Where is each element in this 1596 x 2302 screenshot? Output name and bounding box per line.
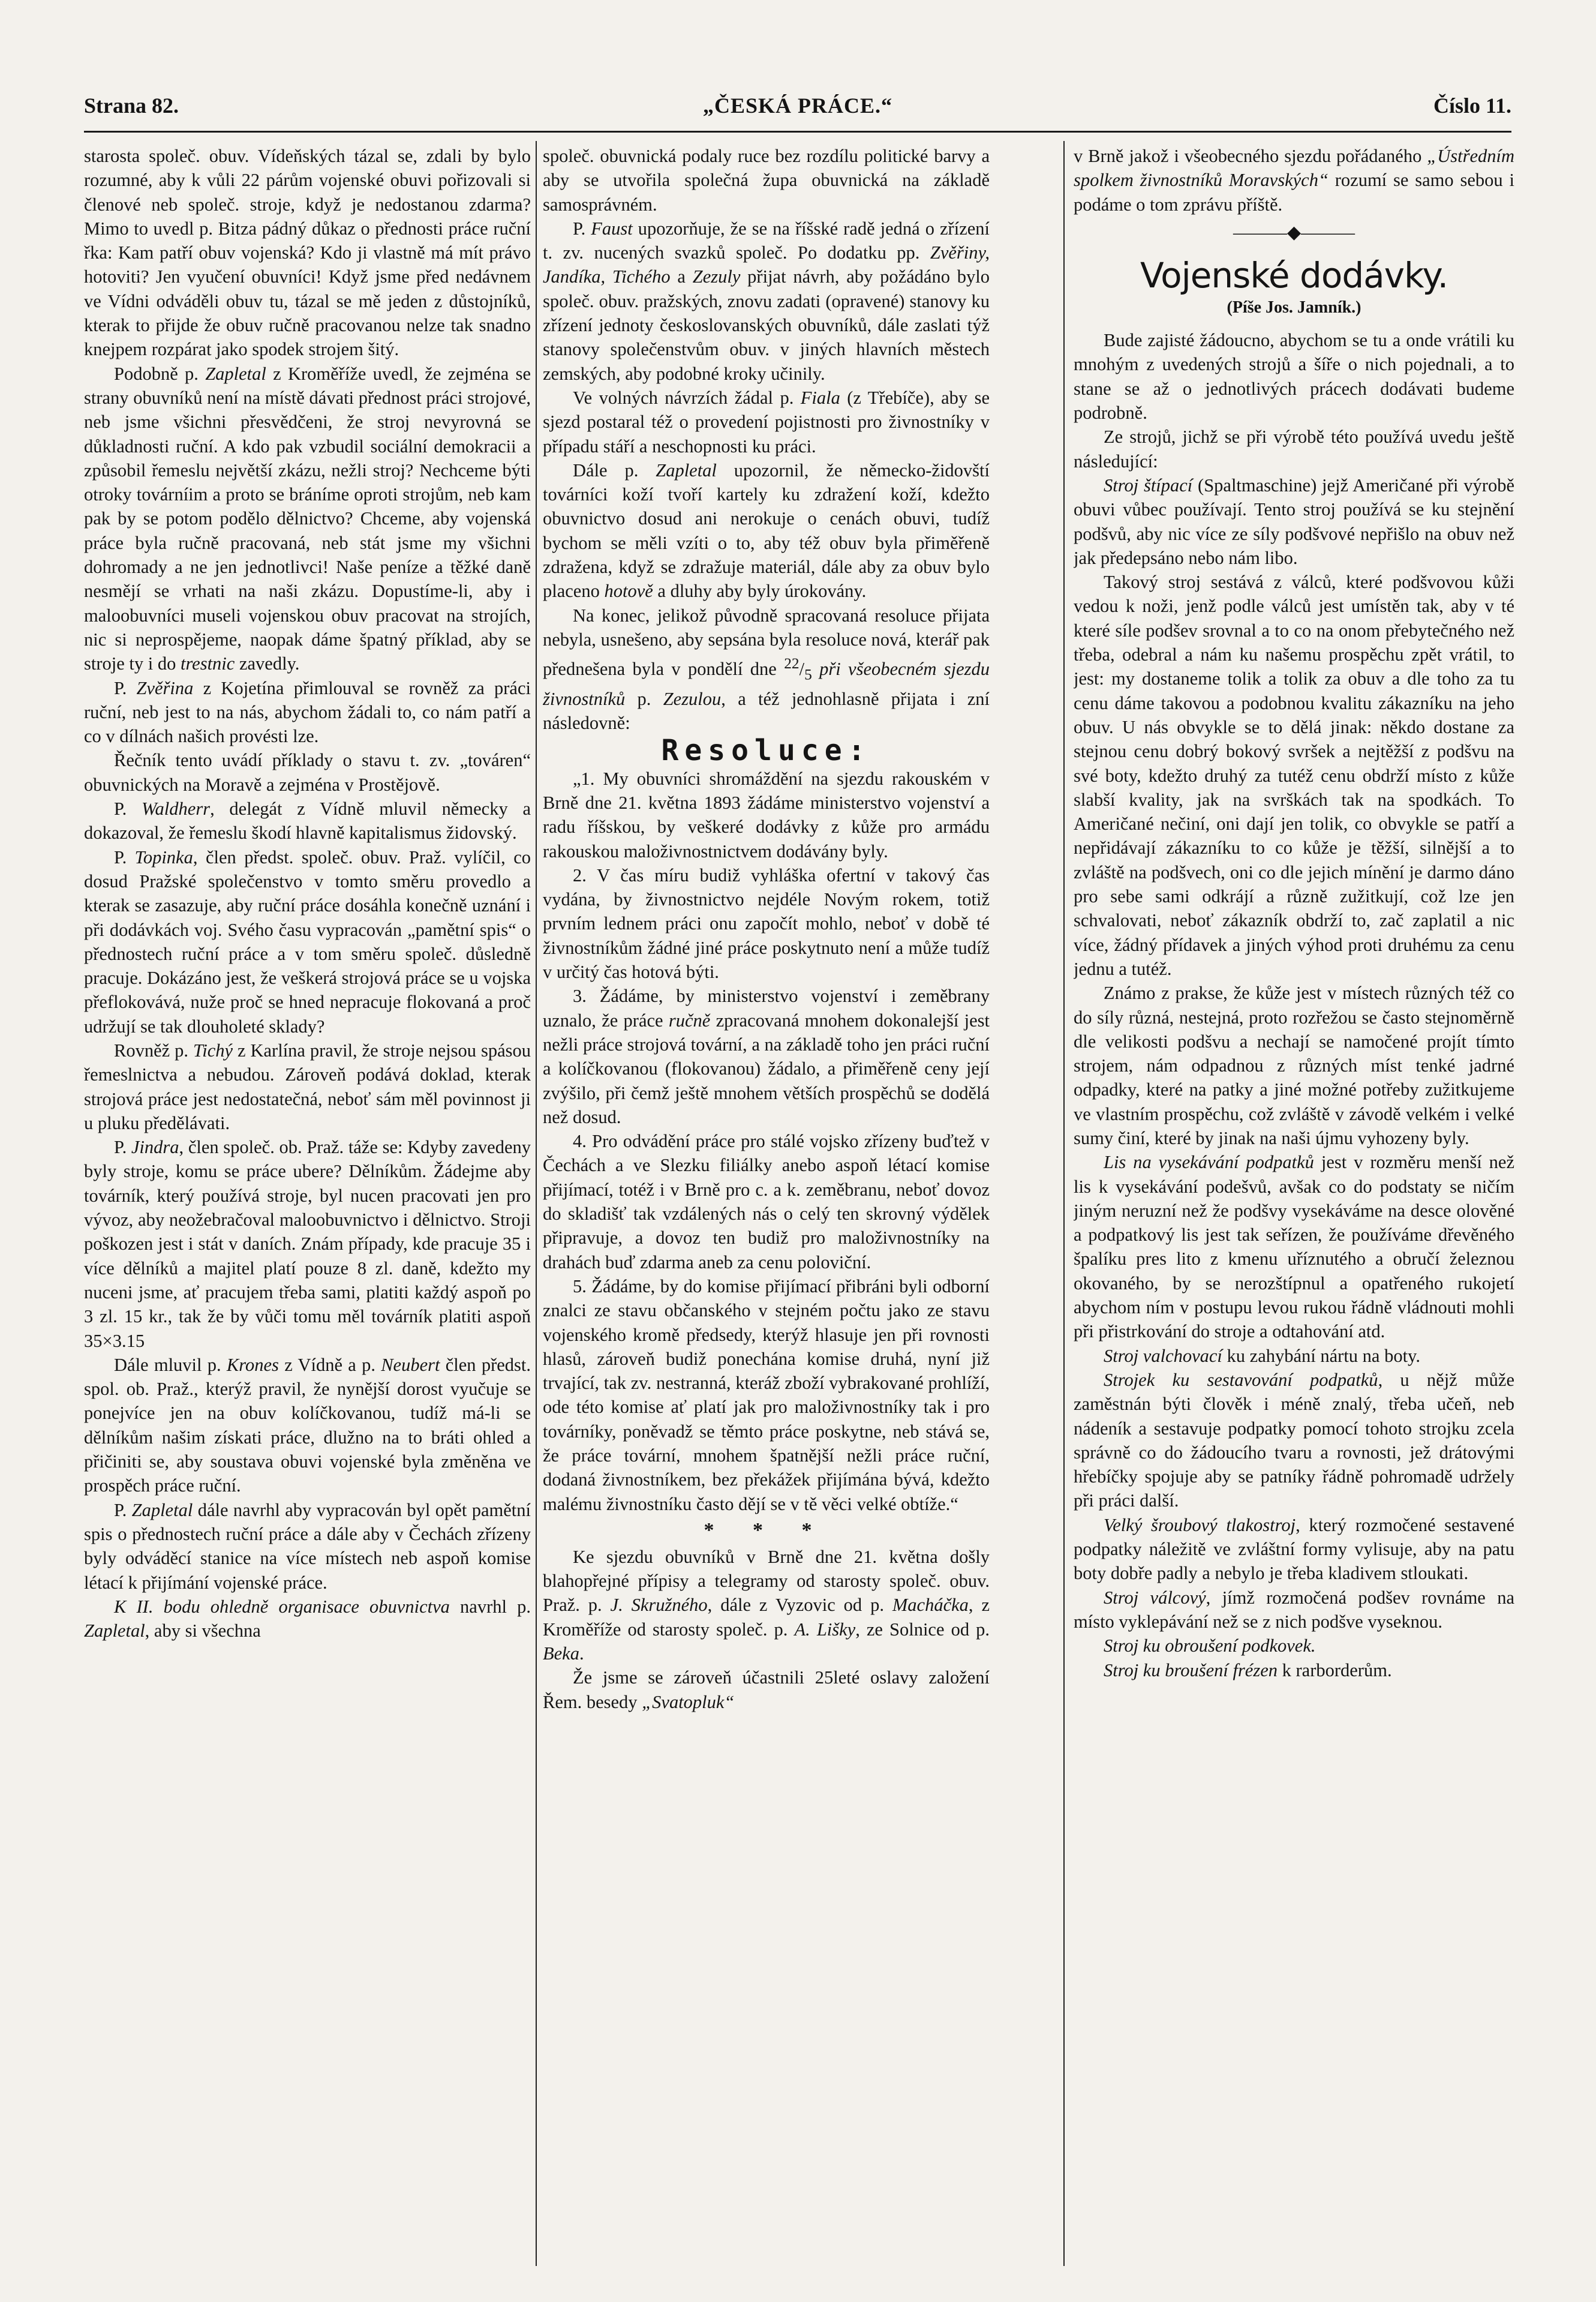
paragraph: Podobně p. Zapletal z Kroměříže uvedl, že zejména se strany obuvníků není na místě dávati přednost práci strojové, neb jsme všichni přesvědčeni, že stroj nevyrovná se důkladnosti ruční. A kdo pak vzbudil sociální demokracii a způsobil řemeslu největší zkázu, nežli stroj? Nechceme býti otroky továrníim a proto se bráníme oproti strojům, neb kam pak by se potom podělo dělnictvo? Chceme, aby vojenská práce byla ručně pracovaná, neb stát jsme my všichni dohromady a ne jen jednotlivci! Naše peníze a těžké daně nesmějí se vrhati na naši zkázu. Dopustíme-li, aby i maloobuvníci museli vojenskou obuv pracovat na strojích, nic si neprospějeme, naopak dáme špatný příklad, aby se stroje ty i do trestnic zavedly. bbox=[84, 363, 531, 674]
paragraph: P. Waldherr, delegát z Vídně mluvil německy a dokazoval, že řemeslu škodí hlavně kapitalismus židovský. bbox=[84, 799, 531, 844]
paragraph: Stroj ku obroušení podkovek. bbox=[1104, 1635, 1316, 1656]
paragraph: Ve volných návrzích žádal p. Fiala (z Třebíče), aby se sjezd postaral též o provedení pojistnosti pro živnostníky v případu stáří a neschopnosti ku práci. bbox=[543, 387, 990, 457]
paragraph: Takový stroj sestává z válců, které podšvovou kůži vedou k noži, jenž podle válců jest umístěn tak, aby v té které síle podšev srovnal a to co na onom přebytečného než třeba, odebral a nám ku našemu prospěchu zpět vrátil, to jest: my dostaneme tolik a tolik za obuv a dle toho za tu cenu dáme takovou a podobnou kvalitu zákazníku na jeho obuv. U nás obvykle se to dělá jinak: někdo dostane za stejnou cenu dobrý bokový svršek a nejtěžší z podšvu na své boty, kdežto druhý za tutéž cenu obdrží místo z kůže slabší kvality, jak na svrškách tak na spodkách. To Američané nečiní, oni dají jen tolik, co obvykle se patří a nepřidávají zákazníku to co kůže je těžší, silnější a to zvláště na podšvech, oni co dle jejich mínění je darmo dáno pro sebe sami odkrájí a různě zužitkují, což lze jen schvalovati, neboť zákazník obdrží to, zač zaplatil a nic více, žádný přídavek a jiných výhod proti druhému za cenu jednu a tutéž. bbox=[1074, 572, 1514, 979]
paragraph: Lis na vysekávání podpatků jest v rozměru menší než lis k vysekávání podešvů, avšak co do podstaty se ničím jiným neruzní než že podšvy vysekáváme na desce olověné a podpatkový lis jest tak seřízen, že používáme dřevěného špalíku pres lito z kmenu uříznutého a obručí železnou okovaného, by se nerozštípnul a opatřeného rukojetí abychom ním v postupu levou rukou řádně vládnouti mohli při přistrkování do stroje a odtahování atd. bbox=[1074, 1152, 1514, 1342]
paragraph: 3. Žádáme, by ministerstvo vojenství i zeměbrany uznalo, že práce ručně zpracovaná mnohem dokonalejší jest nežli práce strojová tovární, a na základě toho jen práci ruční a kolíčkovanou (flokovanou) žádalo, a přiměřeně ceny její zvýšilo, při čemž ještě mnohem větších prospěchů se dodělá než dosud. bbox=[543, 986, 990, 1127]
paragraph: Bude zajisté žádoucno, abychom se tu a onde vrátili ku mnohým z uvedených strojů a šíře o nich pojednali, a to stane se až o jednotlivých prácech dodávati budeme podrobně. bbox=[1074, 330, 1514, 424]
column-divider bbox=[1063, 141, 1065, 2266]
paragraph: Stroj ku broušení frézen k rarborderům. bbox=[1104, 1659, 1392, 1680]
paragraph: Ze strojů, jichž se při výrobě této používá uvedu ještě následující: bbox=[1074, 427, 1514, 472]
column-1 bbox=[84, 144, 531, 2266]
paragraph: Velký šroubový tlakostroj, který rozmočené sestavené podpatky náležitě ve zvláštní formy vylisuje, aby na patu boty dobře padly a nebylo je třeba kladivem stloukati. bbox=[1074, 1514, 1514, 1584]
paragraph: Rovněž p. Tichý z Karlína pravil, že stroje nejsou spásou řemeslnictva a nebudou. Zároveň podává doklad, kterak strojová práce jest nedostatečná, neboť sám měl povinnost ji u pluku předělávati. bbox=[84, 1040, 531, 1133]
paragraph: 5. Žádáme, by do komise přijímací přibráni byli odborní znalci ze stavu občanského v stejném počtu jako ze stavu vojenského kromě předsedy, kterýž hlasuje jen při rovnosti hlasů, zároveň budiž ponechána komise druhá, nyní již trvající, tak zv. nestranná, kteráž zboží vybrakované prohlíží, ode této komise ať platí jak pro maloživnostníky tak i pro továrníky, poněvadž se těmto práce poskytne, neb stává se, že práce tovární, mnohem špatnější nežli práce ruční, dodaná živnostníkem, bez překážek přijímána bývá, kdežto malému živnostníku často dějí se v tě věci velké obtíže.“ bbox=[543, 1275, 990, 1514]
page-number: Strana 82. bbox=[84, 94, 179, 118]
paragraph: v Brně jakož i všeobecného sjezdu pořádaného „Ústředním spolkem živnostníků Moravských“ rozumí se samo sebou i podáme o tom zprávu příště. bbox=[1074, 146, 1514, 215]
paragraph: P. Faust upozorňuje, že se na říšské radě jedná o zřízení t. zv. nucených svazků společ. Po dodatku pp. Zvěřiny, Jandíka, Tichého a Zezuly přijat návrh, aby požádáno bylo společ. obuv. pražských, znovu zadati (opravené) stanovy ku zřízení jednoty českoslovanských obuvníků, dále zaslati týž stanovy společenstvům obuv. v jiných hlavních městech zemských, aby podobné kroky učinily. bbox=[543, 218, 990, 384]
page-header bbox=[84, 87, 1511, 129]
paragraph: „1. My obuvníci shromáždění na sjezdu rakouském v Brně dne 21. května 1893 žádáme ministerstvo vojenství a radu říšskou, by veškeré dodávky z kůže pro armádu rakouskou maloživnostnictvem dodávány byly. bbox=[543, 768, 990, 862]
paragraph: Řečník tento uvádí příklady o stavu t. zv. „továren“ obuvnických na Moravě a zejména v Prostějově. bbox=[84, 750, 531, 795]
paragraph: K II. bodu ohledně organisace obuvnictva navrhl p. Zapletal, aby si všechna bbox=[84, 1596, 531, 1641]
paragraph: Že jsme se zároveň účastnili 25leté oslavy založení Řem. besedy „Svatopluk“ bbox=[543, 1667, 990, 1712]
column-3 bbox=[1074, 144, 1514, 2266]
paragraph: 4. Pro odvádění práce pro stálé vojsko zřízeny buďtež v Čechách a ve Slezku filiálky anebo aspoň létací komise přijímací, totéž i v Brně pro c. a k. zeměbranu, neboť dovoz do skladišť tak vzdálených nás o celý ten skrovný výdělek připravuje, a dovoz ten budiž pro maloživnostníky na drahách buď zdarma aneb za cenu poloviční. bbox=[543, 1131, 990, 1272]
paragraph: společ. obuvnická podaly ruce bez rozdílu politické barvy a aby se utvořila společná župa obuvnická na základě samosprávném. bbox=[543, 146, 990, 215]
paragraph: 2. V čas míru budiž vyhláška ofertní v takový čas vydána, by živnostnictvo nejdéle Novým rokem, totiž prvním lednem práci onu započít mohlo, neboť v době té živnostníkům žádné jiné práce poskytnuto není a může tudíž v určitý čas hotová býti. bbox=[543, 865, 990, 983]
paragraph: Známo z prakse, že kůže jest v místech různých též co do síly různá, nestejná, proto rozřežou se často stejnoměrně dle velikosti podšvu a nechají se namočené projít tímto strojem, nám odpadnou z různých míst tenké jadrné odpadky, které na patky a jiné možné potřeby zužitkujeme ve vlastním prospěchu, což zvláště v závodě velkém i velké sumy činí, které by jinak na naši újmu vyhozeny byly. bbox=[1074, 983, 1514, 1148]
newspaper-title: „ČESKÁ PRÁCE.“ bbox=[702, 94, 893, 118]
issue-number: Číslo 11. bbox=[1433, 94, 1511, 118]
paragraph: Stroj štípací (Spaltmaschine) jejž Američané při výrobě obuvi vůbec používají. Tento stroj používá se ku stejnění podšvů, aby nic více ze síly podšvové nepřišlo na obuv než jak předepsáno nebo nám libo. bbox=[1074, 475, 1514, 568]
ornament-divider: ———◆——— bbox=[1233, 222, 1355, 242]
paragraph: Dále mluvil p. Krones z Vídně a p. Neubert člen předst. spol. ob. Praž., kterýž pravil, že nynější dorost vyučuje se ponejvíce jen na obuv kolíčkovanou, tudíž má-li se dělníkům našim získati práce, dlužno na to bráti ohled a přičiniti se, aby soustava obuvi vojenské byla změněna ve prospěch práce ruční. bbox=[84, 1354, 531, 1496]
article-byline: (Píše Jos. Jamník.) bbox=[1227, 298, 1361, 317]
asterism-divider: * * * bbox=[704, 1518, 829, 1541]
column-2 bbox=[543, 144, 990, 2266]
section-heading: Resoluce: bbox=[661, 734, 871, 768]
paragraph: P. Topinka, člen předst. společ. obuv. Praž. vylíčil, co dosud Pražské společenstvo v tomto směru provedlo a kterak se zasazuje, aby ruční práce dosáhla konečně uznání i při dodávkách voj. Svého času vypracován „pamětní spis“ o přednostech ruční práce a v tom směru společ. důsledně pracuje. Dokázáno jest, že veškerá strojová práce se u vojska přeflokovává, nuže proč se hned nepracuje flokovaná a proč udržují se tak dlouholeté sklady? bbox=[84, 847, 531, 1037]
paragraph: Ke sjezdu obuvníků v Brně dne 21. května došly blahopřejné přípisy a telegramy od starosty společ. obuv. Praž. p. J. Skružného, dále z Vyzovic od p. Macháčka, z Kroměříže od starosty společ. p. A. Lišky, ze Solnice od p. Beka. bbox=[543, 1546, 990, 1664]
paragraph: P. Zvěřina z Kojetína přimlouval se rovněž za práci ruční, neb jest to na nás, abychom žádali to, co nám patří a co v dílnách našich provésti lze. bbox=[84, 677, 531, 747]
paragraph: Stroj válcový, jímž rozmočená podšev rovnáme na místo vyklepávání než se z nich podšve vyseknou. bbox=[1074, 1587, 1514, 1632]
paragraph: P. Jindra, člen společ. ob. Praž. táže se: Kdyby zavedeny byly stroje, komu se práce ubere? Dělníkům. Žádejme aby továrník, který používá stroje, byl nucen pracovati jen pro vývoz, aby neožebračoval maloobuvnictvo i dělnictvo. Stroji poškozen jest i stát v daních. Znám případy, kde pracuje 35 i více dělníků a majitel platí pouze 8 zl. daně, kdežto my nuceni jsme, ať pracujem třeba sami, platiti každý aspoň po 3 zl. 15 kr., tak že by vůči tomu měl továrník platiti aspoň 35×3.15 bbox=[84, 1137, 531, 1351]
paragraph: starosta společ. obuv. Vídeňských tázal se, zdali by bylo rozumné, aby k vůli 22 párům vojenské obuvi pořizovali si členové neb společ. stroje, když je nedostanou zdarma? Mimo to uvedl p. Bitza pádný důkaz o přednosti práce ruční řka: Kam patří obuv vojenská? Kdo ji vlastně má mít právo hotoviti? Jen vyučení obuvníci! Když jsme před nedávnem ve Vídni odváděli obuv tu, tázal se mě jeden z důstojníků, kterak to přijde že obuv ručně pracovanou nelze tak snadno knejpem rozpárat jako spodek strojem šitý. bbox=[84, 146, 531, 360]
paragraph: Na konec, jelikož původně spracovaná resoluce přijata nebyla, usnešeno, aby sepsána byla resoluce nová, kterář pak přednešena byla v pondělí dne $^{22}/_5$ při všeobecném sjezdu živnostníků p. Zezulou, a též jednohlasně přijata i zní následovně: bbox=[543, 605, 990, 734]
paragraph: Dále p. Zapletal upozornil, že německo-židovští továrníci koží tvoří kartely ku zdražení koží, kdežto obuvnictvo dosud ani nerokuje o cenách obuvi, tudíž bychom se měli vzíti o to, aby též obuv byla přiměřeně zdražena, když se zdražuje materiál, dále aby za obuv bylo placeno hotově a dluhy aby byly úrokovány. bbox=[543, 460, 990, 602]
header-rule bbox=[84, 131, 1511, 133]
paragraph: P. Zapletal dále navrhl aby vypracován byl opět pamětní spis o přednostech ruční práce a dále aby v Čechách zřízeny byly odváděcí stanice na více místech neb aspoň komise létací k přijímání vojenské práce. bbox=[84, 1499, 531, 1593]
paragraph: Strojek ku sestavování podpatků, u nějž může zaměstnán býti člověk i méně znalý, třeba učeň, neb nádeník a sestavuje podpatky pomocí tohoto strojku zcela správně co do žádoucího tvaru a rovnosti, jež drátovými hřebíčky spojuje aby se patníky řádně pohromadě udržely při práci další. bbox=[1074, 1369, 1514, 1511]
paragraph: Stroj valchovací ku zahybání nártu na boty. bbox=[1104, 1345, 1420, 1366]
column-divider bbox=[536, 141, 537, 2266]
article-heading: Vojenské dodávky. bbox=[1140, 254, 1448, 296]
